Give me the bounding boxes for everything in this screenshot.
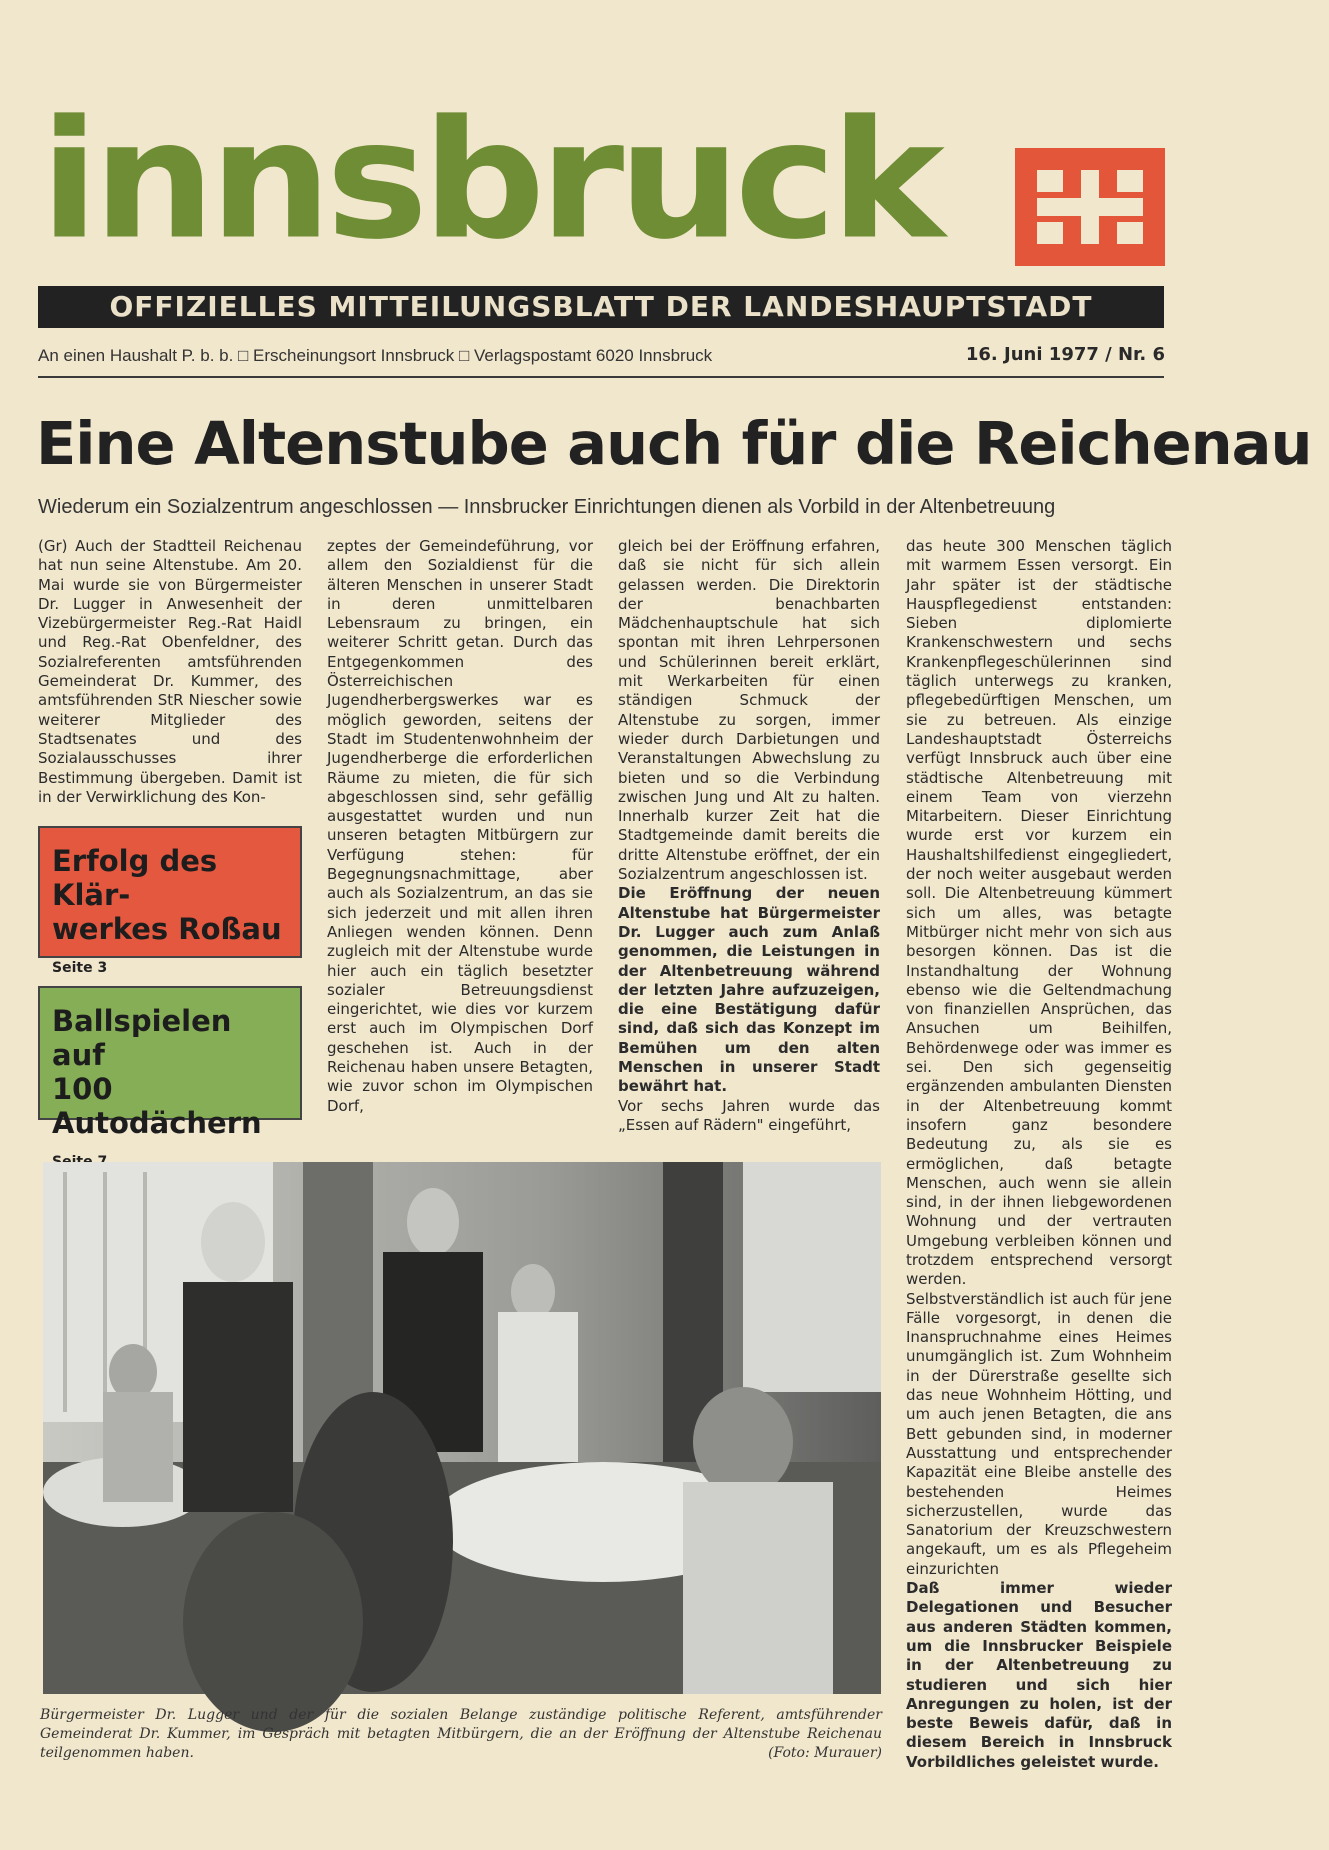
postal-line: An einen Haushalt P. b. b. □ Erscheinungsort Innsbruck □ Verlagspostamt 6020 Innsbruck: [38, 346, 713, 365]
teaser-title-line: 100 Autodächern: [52, 1072, 262, 1140]
article-paragraph: gleich bei der Eröffnung erfahren, daß sie nicht für sich allein gelassen werden. Die Direktorin der benachbarten Mädchenhauptschule hat sich spontan mit ihren Lehrpersonen und Schülerinnen bereit erklärt, mit Werkarbeiten für einen ständigen Schmuck der Altenstube zu sorgen, immer wieder durch Darbietungen und Veranstaltungen Abwechslung zu bieten und so die Verbindung zwischen Jung und Alt zu halten. Innerhalb kurzer Zeit hat die Stadtgemeinde damit bereits die dritte Altenstube eröffnet, der ein Sozialzentrum angeschlossen ist.: [618, 537, 880, 884]
header-rule: [38, 376, 1164, 378]
article-paragraph: Vor sechs Jahren wurde das „Essen auf Rädern" eingeführt,: [618, 1096, 880, 1134]
photo-caption: [40, 1706, 882, 1763]
article-column-4: [906, 537, 1172, 1771]
issue-date: 16. Juni 1977 / Nr. 6: [965, 344, 1165, 365]
caption-text: Bürgermeister Dr. Lugger und der für die sozialen Belange zuständige politische Referent, amtsführender Gemeinderat Dr. Kummer, im Gespräch mit betagten Mitbürgern, die an der Eröffnung der Altenstube Reichenau teilgenommen haben.: [40, 1707, 882, 1761]
article-paragraph: Selbstverständlich ist auch für jene Fälle vorgesorgt, in denen die Inanspruchnahme eines Heimes unumgänglich ist. Zum Wohnheim in der Dürerstraße gesellte sich das neue Wohnheim Hötting, und um auch jenen Betagten, die ans Bett gebunden sind, in moderner Ausstattung und entsprechender Kapazität eine Bleibe anstelle des bestehenden Heimes sicherzustellen, wurde das Sanatorium der Kreuzschwestern angekauft, um es als Pflegeheim einzurichten: [906, 1289, 1172, 1578]
article-column-1: (Gr) Auch der Stadtteil Reichenau hat nun seine Altenstube. Am 20. Mai wurde sie von Bürgermeister Dr. Lugger in Anwesenheit der Vizebürgermeister Reg.-Rat Haidl und Reg.-Rat Obenfeldner, des Sozialreferenten amtsführenden Gemeinderat Dr. Kummer, des amtsführenden StR Niescher sowie weiterer Mitglieder des Stadtsenates und des Sozialausschusses ihrer Bestimmung übergeben. Damit ist in der Verwirklichung des Kon-: [38, 537, 302, 806]
article-bold-paragraph: Daß immer wieder Delegationen und Besucher aus anderen Städten kommen, um die Innsbrucker Beispiele in der Altenbetreuung zu studieren und sich hier Anregungen zu holen, ist der beste Beweis dafür, daß in diesem Bereich in Innsbruck Vorbildliches geleistet wurde.: [906, 1579, 1172, 1771]
photo-illustration: [43, 1162, 881, 1694]
teaser-title-line: Erfolg des Klär-: [52, 844, 218, 912]
masthead-subtitle: OFFIZIELLES MITTEILUNGSBLATT DER LANDESHAUPTSTADT: [38, 286, 1164, 328]
article-headline: Eine Altenstube auch für die Reichenau: [36, 409, 1312, 478]
article-column-3: [618, 537, 880, 1134]
city-crest-icon: [1015, 148, 1165, 266]
teaser-title-line: Ballspielen auf: [52, 1004, 232, 1072]
teaser-ballspielen[interactable]: [38, 986, 302, 1140]
article-deck: Wiederum ein Sozialzentrum angeschlossen — Innsbrucker Einrichtungen dienen als Vorbild in der Altenbetreuung: [38, 496, 1056, 518]
masthead-title: innsbruck: [40, 84, 939, 276]
article-photo: [43, 1162, 881, 1694]
article-paragraph: das heute 300 Menschen täglich mit warmem Essen versorgt. Ein Jahr später ist der städtische Hauspflegedienst entstanden: Sieben diplomierte Krankenschwestern und sechs Krankenpflegeschülerinnen sind täglich unterwegs zu kranken, pflegebedürftigen Menschen, um sie zu betreuen. Als einzige Landeshauptstadt Österreichs verfügt Innsbruck auch über eine städtische Altenbetreuung mit einem Team von vierzehn Mitarbeitern. Dieser Einrichtung wurde erst vor kurzem ein Haushaltshilfedienst eingegliedert, der noch weiter ausgebaut werden soll. Die Altenbetreuung kümmert sich um alles, was betagte Mitbürger nicht mehr von sich aus besorgen können. Das ist die Instandhaltung der Wohnung ebenso wie die Geltendmachung von finanziellen Ansprüchen, das Ansuchen um Beihilfen, Behördenwege oder was immer es sei. Den sich gegenseitig ergänzenden ambulanten Diensten in der Altenbetreuung kommt insofern ganz besondere Bedeutung zu, als sie es ermöglichen, daß betagte Menschen, auch wenn sie allein sind, in der ihnen liebgewordenen Wohnung und der vertrauten Umgebung verbleiben können und trotzdem entsprechend versorgt werden.: [906, 537, 1172, 1289]
teaser-title-line: werkes Roßau: [52, 912, 282, 946]
teaser-klaerwerk[interactable]: [38, 826, 302, 976]
teaser-page: Seite 3: [52, 960, 108, 976]
photo-credit: (Foto: Murauer): [768, 1745, 882, 1761]
article-column-2: zeptes der Gemeindeführung, vor allem den Sozialdienst für die älteren Menschen in unserer Stadt in deren unmittelbaren Lebensraum zu bringen, ein weiterer Schritt getan. Durch das Entgegenkommen des Österreichischen Jugendherbergswerkes war es möglich geworden, seitens der Stadt im Studentenwohnheim der Jugendherberge die erforderlichen Räume zu mieten, die für sich abgeschlossen sind, sehr gefällig ausgestattet wurden und nun unseren betagten Mitbürgern zur Verfügung stehen: für Begegnungsnachmittage, aber auch als Sozialzentrum, an das sie sich jederzeit und mit allen ihren Anliegen wenden können. Denn zugleich mit der Altenstube wurde hier auch ein täglich besetzter sozialer Betreuungsdienst eingerichtet, wie dies vor kurzem erst auch im Olympischen Dorf geschehen ist. Auch in der Reichenau haben unsere Betagten, wie zuvor schon im Olympischen Dorf,: [327, 537, 593, 1115]
article-bold-paragraph: Die Eröffnung der neuen Altenstube hat Bürgermeister Dr. Lugger auch zum Anlaß genommen, die Leistungen in der Altenbetreuung während der letzten Jahre aufzuzeigen, die eine Bestätigung dafür sind, daß sich das Konzept im Bemühen um den alten Menschen in unserer Stadt bewährt hat.: [618, 884, 880, 1096]
